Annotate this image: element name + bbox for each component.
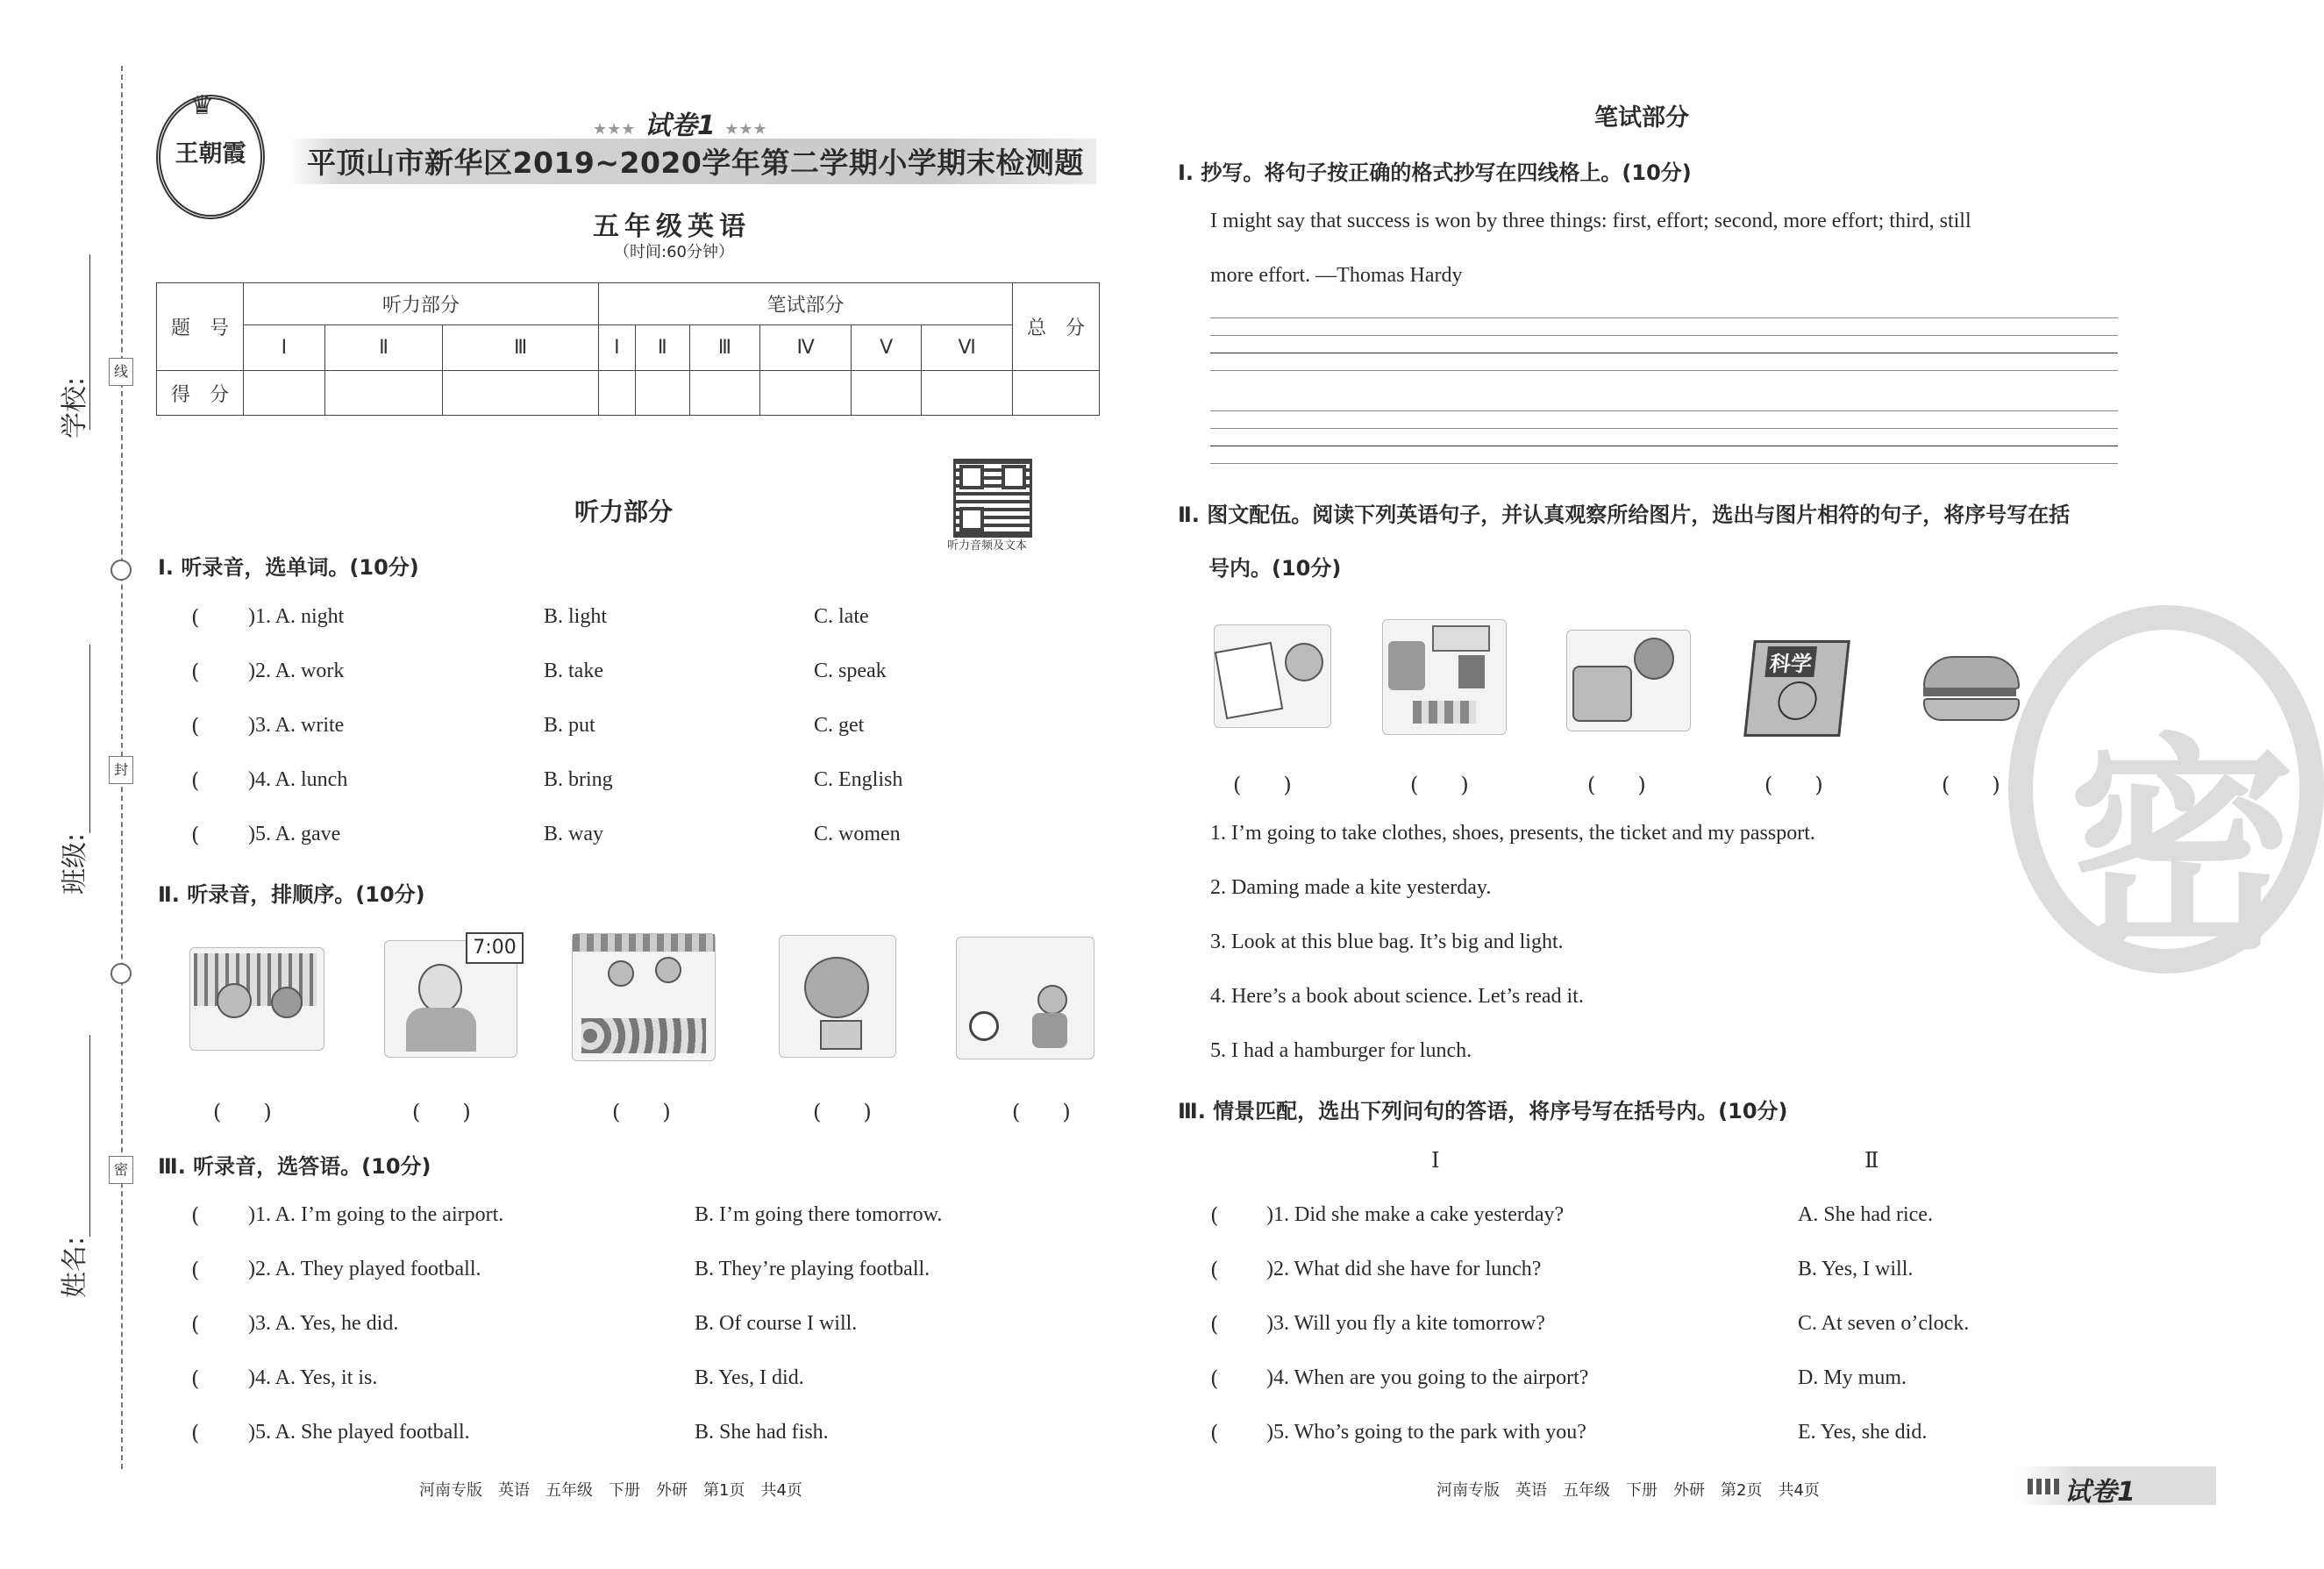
star-icon: ★★★ <box>593 120 636 139</box>
watermark-text: 密 <box>2068 716 2296 981</box>
exam-title: 平顶山市新华区2019~2020学年第二学期小学期末检测题 <box>307 146 1084 180</box>
copy-sentence-line2: more effort. —Thomas Hardy <box>1210 264 1463 287</box>
col-header: Ⅲ <box>443 325 598 371</box>
col-header: Ⅳ <box>760 325 852 371</box>
name-label: 姓名: <box>60 1236 90 1298</box>
answer-paren[interactable]: ( ) <box>1942 773 2000 797</box>
picture-clothes-shoes-presents <box>1382 619 1507 735</box>
listening-group-header: 听力部分 <box>244 283 599 325</box>
listening-part3-heading: Ⅲ. 听录音，选答语。(10分) <box>158 1154 431 1179</box>
class-label: 班级: <box>60 832 90 895</box>
footer-badge-text: 试卷1 <box>2064 1477 2135 1508</box>
score-cell[interactable] <box>922 371 1013 416</box>
answer-paren[interactable]: ( ) <box>1410 773 1469 797</box>
answer-paren[interactable]: ( <box>191 605 200 630</box>
picture-books-children <box>189 947 324 1051</box>
school-line <box>89 254 90 430</box>
col-header: Ⅱ <box>324 325 443 371</box>
score-cell[interactable] <box>689 371 760 416</box>
qr-code[interactable] <box>953 459 1032 538</box>
answer-paren[interactable]: ( <box>1210 1366 1219 1391</box>
answer-paren[interactable]: ( ) <box>813 1100 872 1124</box>
row-label-score: 得 分 <box>157 371 244 416</box>
paper-badge: ★★★ 试卷1 ★★★ <box>593 111 767 141</box>
row-label-question-no: 题 号 <box>157 283 244 371</box>
col-header: Ⅰ <box>598 325 635 371</box>
time-note: （时间:60分钟） <box>614 243 734 261</box>
col-header: Ⅱ <box>636 325 690 371</box>
atom-icon <box>1776 681 1819 720</box>
col-header: Ⅴ <box>852 325 922 371</box>
writing-part2-heading2: 号内。(10分) <box>1208 556 1342 581</box>
answer-paren[interactable]: ( <box>191 660 200 684</box>
score-cell[interactable] <box>852 371 922 416</box>
school-label: 学校: <box>60 376 90 439</box>
picture-hamburger <box>1923 656 2016 719</box>
total-header: 总 分 <box>1013 283 1100 371</box>
writing-part2-heading1: Ⅱ. 图文配伍。阅读下列英语句子，并认真观察所给图片，选出与图片相符的句子，将序号写在括 <box>1178 503 2071 527</box>
watermark-seal <box>2008 605 2324 981</box>
binding-mark-seal: 封 <box>109 756 133 784</box>
answer-paren[interactable]: ( ) <box>612 1100 671 1124</box>
answer-paren[interactable]: ( <box>191 1203 200 1228</box>
score-cell[interactable] <box>636 371 690 416</box>
answer-paren[interactable]: ( ) <box>1587 773 1646 797</box>
name-line <box>89 1035 90 1237</box>
answer-paren[interactable]: ( ) <box>1012 1100 1071 1124</box>
col-header: Ⅰ <box>244 325 325 371</box>
score-cell[interactable] <box>244 371 325 416</box>
binding-hole-icon <box>110 963 132 984</box>
binding-mark-secret: 密 <box>109 1156 133 1184</box>
answer-paren[interactable]: ( <box>1210 1312 1219 1337</box>
answer-paren[interactable]: ( <box>191 714 200 738</box>
subject-title: 五年级英语 <box>593 211 751 242</box>
footer-left: 河南专版 英语 五年级 下册 外研 第1页 共4页 <box>419 1481 802 1500</box>
writing-part1-heading: Ⅰ. 抄写。将句子按正确的格式抄写在四线格上。(10分) <box>1178 160 1692 185</box>
binding-mark-line: 线 <box>109 358 133 386</box>
star-icon: ★★★ <box>724 120 767 139</box>
picture-girl-with-bag <box>1566 630 1691 731</box>
answer-paren[interactable]: ( ) <box>213 1100 272 1124</box>
picture-science-book <box>1743 640 1850 737</box>
score-cell[interactable] <box>324 371 443 416</box>
logo-text: 王朝霞 <box>175 140 246 168</box>
binding-hole-icon <box>110 560 132 581</box>
answer-paren[interactable]: ( <box>191 768 200 793</box>
answer-paren[interactable]: ( <box>191 1312 200 1337</box>
score-table <box>156 282 1100 416</box>
logo <box>156 90 265 219</box>
score-cell[interactable] <box>598 371 635 416</box>
listening-title: 听力部分 <box>574 497 674 526</box>
col-header: Ⅲ <box>689 325 760 371</box>
answer-paren[interactable]: ( ) <box>1233 773 1292 797</box>
listening-part1-heading: Ⅰ. 听录音，选单词。(10分) <box>158 555 419 580</box>
answer-paren[interactable]: ( <box>191 1366 200 1391</box>
footer-right: 河南专版 英语 五年级 下册 外研 第2页 共4页 <box>1436 1481 1820 1500</box>
writing-part3-heading: Ⅲ. 情景匹配，选出下列问句的答语，将序号写在括号内。(10分) <box>1178 1099 1788 1123</box>
footer-badge <box>2017 1466 2216 1508</box>
answer-paren[interactable]: ( <box>191 823 200 847</box>
answer-paren[interactable]: ( ) <box>412 1100 471 1124</box>
answer-paren[interactable]: ( <box>1210 1203 1219 1228</box>
qr-caption: 听力音频及文本 <box>947 539 1028 553</box>
pixel-decoration-icon <box>2028 1479 2059 1494</box>
answer-paren[interactable]: ( <box>191 1258 200 1282</box>
answer-paren[interactable]: ( <box>1210 1421 1219 1445</box>
column-header-1: Ⅰ <box>1431 1150 1440 1173</box>
score-cell-total[interactable] <box>1013 371 1100 416</box>
answer-paren[interactable]: ( ) <box>1764 773 1823 797</box>
science-book-title: 科学 <box>1764 646 1817 677</box>
picture-boy-with-kite-drawing <box>1214 624 1331 728</box>
picture-worried-girl <box>779 935 896 1058</box>
class-line <box>89 645 90 833</box>
writing-title: 笔试部分 <box>1594 104 1689 132</box>
picture-football-boy <box>956 937 1094 1059</box>
score-cell[interactable] <box>443 371 598 416</box>
writing-group-header: 笔试部分 <box>598 283 1012 325</box>
crown-icon: ♛ <box>190 90 214 121</box>
clock-display: 7:00 <box>466 932 524 964</box>
score-cell[interactable] <box>760 371 852 416</box>
copy-sentence-line1: I might say that success is won by three things: first, effort; second, more effort; third, still <box>1210 210 1971 232</box>
col-header: Ⅵ <box>922 325 1013 371</box>
answer-paren[interactable]: ( <box>1210 1258 1219 1282</box>
listening-part2-heading: Ⅱ. 听录音，排顺序。(10分) <box>158 882 425 907</box>
answer-paren[interactable]: ( <box>191 1421 200 1445</box>
picture-stage-show <box>572 933 716 1061</box>
column-header-2: Ⅱ <box>1864 1150 1879 1173</box>
